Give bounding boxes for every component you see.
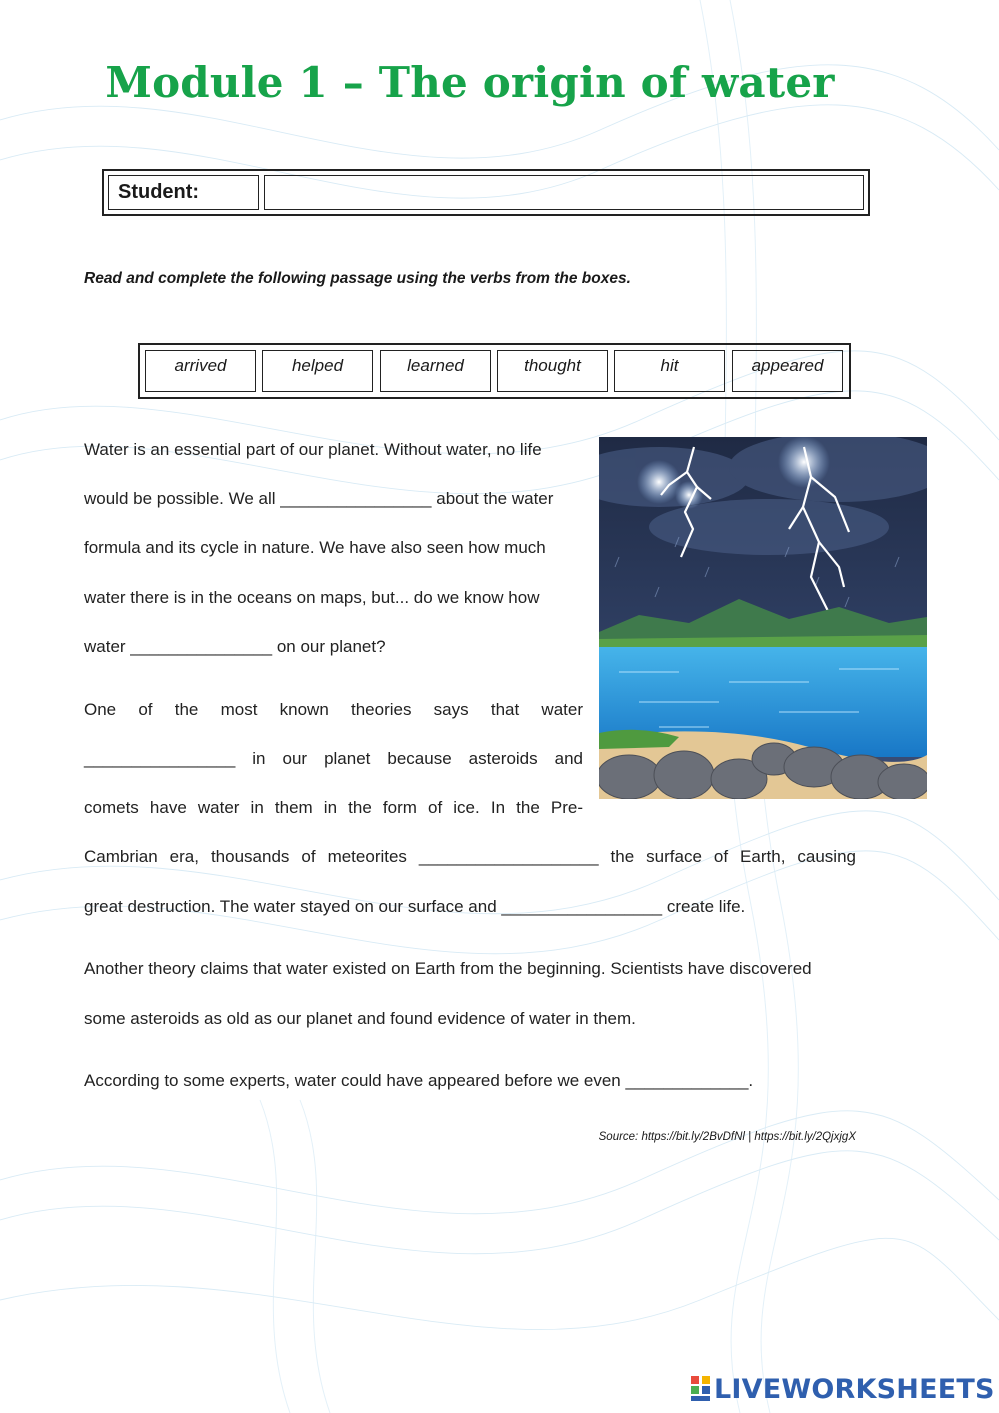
lightning-lake-illustration	[599, 437, 927, 799]
paragraph-line: Another theory claims that water existed on Earth from the beginning. Scientists have discovered	[84, 959, 812, 978]
paragraph-line: ________________ in our planet because asteroids and	[84, 749, 583, 768]
instruction-text: Read and complete the following passage using the verbs from the boxes.	[84, 270, 631, 287]
word-box: helped	[262, 350, 373, 392]
word-bank	[138, 343, 851, 399]
source-citation: Source: https://bit.ly/2BvDfNl | https://bit.ly/2QjxjgX	[598, 1131, 856, 1143]
word-box: arrived	[145, 350, 256, 392]
word-box: thought	[497, 350, 608, 392]
paragraph-line: formula and its cycle in nature. We have also seen how much	[84, 538, 546, 557]
logo-icon	[690, 1375, 712, 1403]
student-label: Student:	[108, 175, 259, 210]
student-name-field[interactable]	[264, 175, 864, 210]
word-box: appeared	[732, 350, 843, 392]
page-title: Module 1 – The origin of water	[105, 58, 835, 107]
paragraph-line: comets have water in them in the form of ice. In the Pre-	[84, 798, 583, 817]
logo-text: LIVEWORKSHEETS	[714, 1373, 995, 1405]
liveworksheets-logo	[690, 1372, 995, 1406]
paragraph-line: Water is an essential part of our planet. Without water, no life	[84, 440, 542, 459]
paragraph-line: water _______________ on our planet?	[84, 637, 386, 656]
paragraph-line: Cambrian era, thousands of meteorites ___________________ the surface of Earth, causing	[84, 847, 856, 866]
paragraph-line: According to some experts, water could have appeared before we even _____________.	[84, 1071, 754, 1090]
paragraph-line: great destruction. The water stayed on our surface and _________________ create life.	[84, 897, 746, 916]
paragraph-line: One of the most known theories says that water	[84, 700, 583, 719]
word-box: learned	[380, 350, 491, 392]
student-box	[102, 169, 870, 216]
paragraph-line: some asteroids as old as our planet and found evidence of water in them.	[84, 1009, 636, 1028]
word-box: hit	[614, 350, 725, 392]
paragraph-line: water there is in the oceans on maps, but... do we know how	[84, 588, 540, 607]
paragraph-line: would be possible. We all ________________ about the water	[84, 489, 554, 508]
